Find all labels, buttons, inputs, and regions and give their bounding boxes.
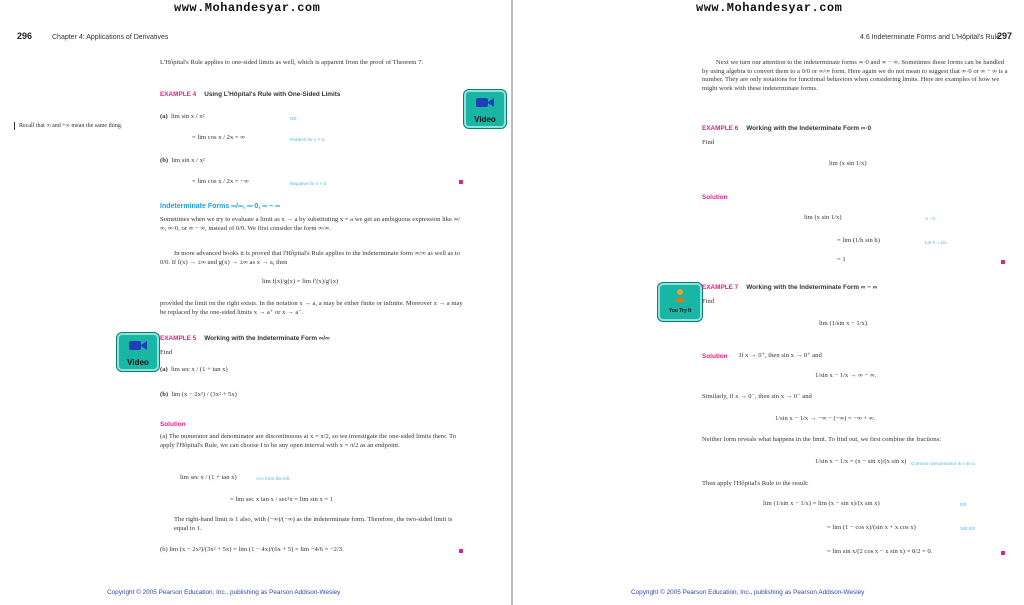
running-header: Chapter 4: Applications of Derivatives	[52, 34, 169, 41]
example-label: EXAMPLE 7	[702, 284, 739, 291]
sol7-text3: Neither form reveals what happens in the limit. To find out, we first combine the fractions:	[702, 436, 942, 443]
running-header: 4.6 Indeterminate Forms and L'Hôpital's Rule	[860, 34, 1001, 41]
video-label: Video	[127, 358, 149, 367]
copyright-footer: Copyright © 2005 Pearson Education, Inc., publishing as Pearson Addison-Wesley	[107, 589, 341, 596]
ex4a-note: Positive for x > 0.	[290, 137, 326, 142]
solution-label: Solution	[702, 353, 728, 360]
example-title: Using L'Hôpital's Rule with One-Sided Limits	[204, 91, 341, 98]
ex4a-zero-note: 0/0	[290, 116, 297, 121]
example-title: Working with the Indeterminate Form ∞ − ∞	[746, 284, 878, 291]
example-6-heading	[702, 125, 871, 132]
example-7-heading	[702, 284, 877, 291]
you-try-it-button[interactable]	[658, 283, 702, 321]
copyright-footer: Copyright © 2005 Pearson Education, Inc., publishing as Pearson Addison-Wesley	[631, 589, 865, 596]
ex5a: (a) lim sec x / (1 + tan x)	[160, 366, 228, 373]
sol7-note5: Still 0/0	[960, 526, 976, 531]
example-4-heading	[160, 91, 340, 98]
solution-a-eq1: lim sec x / (1 + tan x)	[180, 474, 237, 481]
sol7-text4: Then apply l'Hôpital's Rule to the result:	[702, 480, 809, 487]
example-label: EXAMPLE 4	[160, 91, 197, 98]
watermark: www.Mohandesyar.com	[174, 1, 321, 15]
video-camera-icon	[475, 96, 495, 109]
solution-label: Solution	[702, 194, 728, 201]
ex4a-line1: (a) lim sin x / x²	[160, 113, 205, 120]
ex6-sol-line1: lim (x sin 1/x)	[804, 214, 842, 221]
find-label: Find	[702, 298, 715, 305]
sol7-eq3: 1/sin x − 1/x = (x − sin x)/(x sin x)	[815, 458, 907, 465]
solution-a-text: (a) The numerator and denominator are discontinuous at x = π/2, so we investigate the one-sided limits there. To apply l'Hôpital's Rule, we can choose I to be any open interval with x = π/2 as an endpoint.	[160, 433, 457, 449]
paragraph-3: provided the limit on the right exists. In the notation x → a, a may be either finite or infinite. Moreover x → a may be replaced by the one-sided limits x → a⁺ or x → a⁻.	[160, 300, 463, 316]
intro-text: Next we turn our attention to the indeterminate forms ∞·0 and ∞ − ∞. Sometimes these forms can be handled by using algebra to convert them to a 0/0 or ∞/∞ form. Here again we do not mean to suggest that ∞·0 or ∞ − ∞ is a number. They are only notations for functional behaviors when considering limits. Here are examples of how we might work with these indeterminate forms.	[702, 59, 1008, 92]
paragraph-2: In more advanced books it is proved that l'Hôpital's Rule applies to the indeterminate form ∞/∞ as well as to 0/0. If f(x) → ±∞ and g(x) → ±∞ as x → a, then	[160, 250, 460, 266]
sol7-text1: If x → 0⁺, then sin x → 0⁺ and	[739, 352, 822, 359]
sol7-eq6: = lim sin x/(2 cos x − x sin x) = 0/2 = 0.	[827, 548, 933, 555]
solution-label: Solution	[160, 421, 186, 428]
intro-text: L'Hôpital's Rule applies to one-sided limits as well, which is apparent from the proof of Theorem 7.	[160, 59, 424, 66]
person-icon	[672, 287, 688, 303]
sol7-eq1: 1/sin x − 1/x → ∞ − ∞.	[815, 372, 877, 379]
watermark: www.Mohandesyar.com	[696, 1, 843, 15]
example-5-heading	[160, 335, 330, 342]
paragraph-1: Sometimes when we try to evaluate a limit as x → a by substituting x = a we get an ambiguous expression like ∞/∞, ∞·0, or ∞ − ∞, instead of 0/0. We first consider the form ∞/∞.	[160, 216, 461, 232]
margin-note: Recall that ∞ and +∞ mean the same thing.	[14, 122, 149, 130]
end-of-example-marker	[459, 180, 463, 184]
rule-equation: lim f(x)/g(x) = lim f′(x)/g′(x)	[262, 278, 339, 285]
end-of-example-marker	[1001, 260, 1005, 264]
solution-a-note: ∞/∞ from the left	[256, 476, 290, 481]
sol7-eq2: 1/sin x − 1/x → −∞ − (−∞) = −∞ + ∞.	[775, 415, 876, 422]
ex4b-note: Negative for x < 0.	[290, 181, 328, 186]
right-page	[513, 0, 1024, 605]
solution-b: (b) lim (x − 2x²)/(3x² + 5x) = lim (1 − 4x)/(6x + 5) = lim −4/6 = −2/3.	[160, 546, 344, 553]
ex6-sol-line3: = 1	[837, 256, 846, 263]
example-label: EXAMPLE 5	[160, 335, 197, 342]
left-page	[0, 0, 511, 605]
page-number: 297	[997, 31, 1013, 41]
sol7-eq5: = lim (1 − cos x)/(sin x + x cos x)	[827, 524, 916, 531]
video-camera-icon	[128, 339, 148, 352]
example-title: Working with the Indeterminate Form ∞·0	[746, 125, 872, 132]
ex5b: (b) lim (x − 2x²) / (3x² + 5x)	[160, 391, 237, 398]
ex4a-line2: = lim cos x / 2x = ∞	[192, 134, 245, 141]
video-button[interactable]	[464, 90, 506, 128]
ex4b-line1: (b) lim sin x / x²	[160, 157, 205, 164]
example-title: Working with the Indeterminate Form ∞/∞	[204, 335, 330, 342]
video-button-2[interactable]	[117, 333, 159, 371]
sol7-eq4: lim (1/sin x − 1/x) = lim (x − sin x)/(x sin x)	[763, 500, 880, 507]
ex6-note2: Let h = 1/x.	[925, 240, 948, 245]
you-try-it-label: You Try It	[668, 308, 692, 314]
end-of-example-marker	[459, 549, 463, 553]
ex7-expression: lim (1/sin x − 1/x).	[819, 320, 869, 327]
ex6-expression: lim (x sin 1/x)	[829, 160, 867, 167]
ex4b-line2: = lim cos x / 2x = −∞	[192, 178, 249, 185]
solution-a-eq2: = lim sec x tan x / sec²x = lim sin x = 1	[230, 496, 334, 503]
solution-a-text2: The right-hand limit is 1 also, with (−∞)/(−∞) as the indeterminate form. Therefore, the two-sided limit is equal to 1.	[174, 516, 453, 532]
section-heading: Indeterminate Forms ∞/∞, ∞·0, ∞ − ∞	[160, 203, 281, 210]
ex6-sol-line2: = lim (1/h sin h)	[837, 237, 880, 244]
example-label: EXAMPLE 6	[702, 125, 739, 132]
sol7-text2: Similarly, if x → 0⁻, then sin x → 0⁻ and	[702, 393, 812, 400]
find-label: Find	[702, 139, 715, 146]
end-of-example-marker	[1001, 551, 1005, 555]
sol7-note3: Common denominator is x sin x	[911, 461, 976, 466]
video-label: Video	[474, 115, 496, 124]
sol7-note4: 0/0	[960, 502, 967, 507]
ex6-note1: ∞ · 0	[925, 216, 935, 221]
page-number: 296	[17, 31, 33, 41]
find-label: Find	[160, 349, 173, 356]
